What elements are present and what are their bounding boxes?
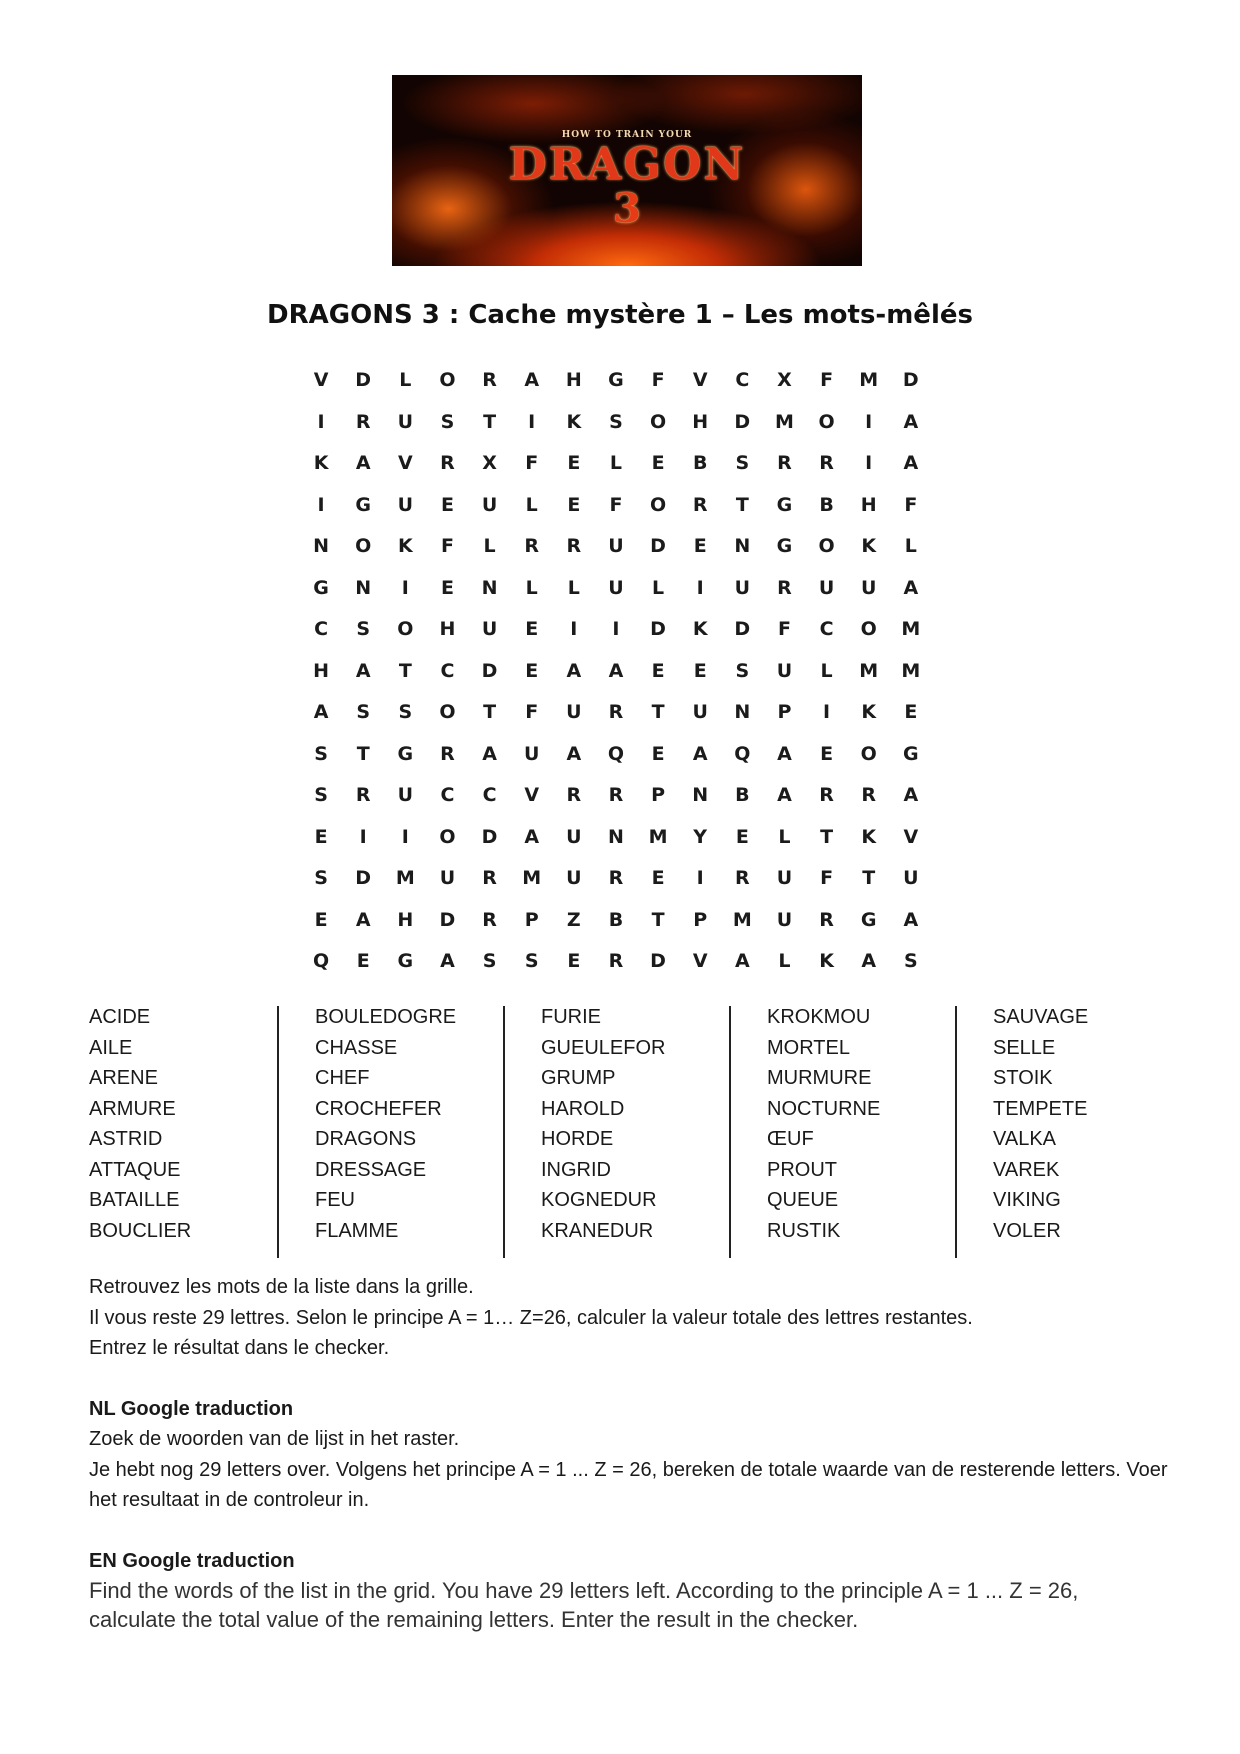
grid-letter: U <box>692 701 708 723</box>
grid-letter: K <box>861 701 877 723</box>
grid-letter: S <box>356 618 371 640</box>
grid-letter: L <box>778 825 791 848</box>
grid-letter: L <box>820 659 833 682</box>
word-list-column-3 <box>541 1002 751 1246</box>
grid-letter: D <box>481 825 498 848</box>
grid-letter: K <box>313 452 329 474</box>
word-list-item: VALKA <box>993 1128 1056 1150</box>
grid-letter: P <box>777 701 792 723</box>
grid-letter: I <box>401 576 409 599</box>
grid-letter: D <box>650 535 666 557</box>
word-list-column-4 <box>767 1002 977 1246</box>
grid-letter: L <box>483 535 496 557</box>
grid-letter: A <box>861 950 877 972</box>
grid-letter: I <box>359 825 367 848</box>
word-list-item: STOIK <box>993 1067 1053 1089</box>
grid-letter: O <box>860 742 877 765</box>
grid-letter: E <box>525 618 539 640</box>
grid-letter: E <box>904 701 918 723</box>
grid-letter: F <box>440 535 454 557</box>
grid-letter: I <box>317 493 325 516</box>
grid-letter: V <box>313 369 329 391</box>
word-list-item: ŒUF <box>767 1128 814 1150</box>
grid-letter: A <box>313 701 329 723</box>
grid-letter: D <box>439 908 456 931</box>
grid-letter: R <box>608 950 624 972</box>
grid-letter: E <box>440 576 454 599</box>
grid-letter: E <box>440 493 454 516</box>
grid-letter: O <box>818 535 835 557</box>
word-list-item: DRAGONS <box>315 1128 417 1150</box>
word-list-item: GRUMP <box>541 1067 616 1089</box>
grid-letter: R <box>482 369 497 391</box>
word-list-item: DRESSAGE <box>315 1158 427 1181</box>
word-list-item: FURIE <box>541 1006 601 1028</box>
word-list-item: MURMURE <box>767 1067 872 1089</box>
grid-letter: T <box>483 701 497 723</box>
grid-letter: U <box>608 576 624 599</box>
word-list-item: ARMURE <box>89 1097 176 1120</box>
word-search-grid <box>300 360 936 983</box>
grid-letter: M <box>901 659 921 682</box>
grid-letter: T <box>862 867 876 889</box>
en-text: Find the words of the list in the grid. You have 29 letters left. According to the principle A = 1 ... Z = 26, calculate the total value of the remaining letters. Enter the result in the checker. <box>89 1578 1079 1632</box>
grid-letter: B <box>692 452 708 474</box>
grid-letter: U <box>397 410 414 433</box>
grid-letter: V <box>692 369 708 391</box>
grid-letter: R <box>608 701 624 723</box>
grid-letter: U <box>566 701 582 723</box>
word-list-item: HORDE <box>541 1128 614 1150</box>
grid-letter: S <box>735 452 750 474</box>
word-list-item: NOCTURNE <box>767 1097 881 1120</box>
grid-letter: K <box>819 950 834 972</box>
column-divider <box>955 1006 957 1258</box>
grid-letter: A <box>903 908 919 931</box>
grid-letter: A <box>903 410 919 433</box>
grid-letter: U <box>439 867 456 889</box>
grid-letter: S <box>482 950 497 972</box>
grid-letter: I <box>865 452 873 474</box>
grid-letter: R <box>482 908 497 931</box>
grid-letter: C <box>482 784 497 806</box>
grid-letter: O <box>397 618 414 640</box>
grid-letter: V <box>397 452 413 474</box>
grid-letter: U <box>566 825 582 848</box>
column-divider <box>277 1006 279 1258</box>
grid-letter: I <box>401 825 409 848</box>
grid-letter: R <box>819 452 834 474</box>
banner-subtitle: HOW TO TRAIN YOUR <box>561 130 693 140</box>
grid-letter: A <box>355 908 371 931</box>
grid-letter: S <box>356 701 371 723</box>
grid-letter: F <box>820 867 834 889</box>
grid-letter: E <box>314 825 328 848</box>
grid-letter: E <box>314 908 328 931</box>
grid-letter: G <box>397 742 414 765</box>
word-list-item: KRANEDUR <box>541 1219 654 1242</box>
grid-letter: E <box>693 659 707 682</box>
grid-letter: D <box>650 618 666 640</box>
grid-letter: R <box>524 535 539 557</box>
grid-letter: G <box>313 576 329 599</box>
grid-letter: A <box>903 576 919 599</box>
nl-line-2: Je hebt nog 29 letters over. Volgens het principe A = 1 ... Z = 26, bereken de totale waarde van de resterende letters. Voer het resultaat in de controleur in. <box>89 1458 1168 1511</box>
grid-letter: Q <box>607 742 625 765</box>
grid-letter: M <box>901 618 921 640</box>
grid-letter: T <box>651 908 665 931</box>
banner-logo-text: DRAGON <box>508 139 746 190</box>
grid-letter: G <box>608 369 624 391</box>
grid-letter: U <box>523 742 540 765</box>
grid-letter: N <box>692 784 709 806</box>
grid-letter: C <box>735 369 750 391</box>
instructions <box>89 1272 1169 1634</box>
grid-letter: R <box>355 410 371 433</box>
word-list-item: VOLER <box>993 1219 1061 1242</box>
grid-letter: C <box>314 618 329 640</box>
grid-letter: E <box>525 659 539 682</box>
word-list-item: ARENE <box>89 1067 158 1089</box>
grid-letter: A <box>355 659 371 682</box>
grid-letter: G <box>397 950 414 972</box>
grid-letter: Y <box>693 825 708 848</box>
grid-letter: S <box>903 950 918 972</box>
grid-letter: O <box>649 410 667 433</box>
grid-letter: X <box>777 369 792 391</box>
column-divider <box>503 1006 505 1258</box>
grid-letter: H <box>397 908 414 931</box>
grid-letter: R <box>440 452 455 474</box>
grid-letter: M <box>732 908 752 931</box>
grid-letter: G <box>860 908 877 931</box>
grid-letter: H <box>565 369 582 391</box>
grid-letter: E <box>735 825 749 848</box>
grid-letter: I <box>865 410 873 433</box>
grid-letter: E <box>820 742 834 765</box>
word-list-column-2 <box>315 1002 525 1246</box>
grid-letter: O <box>439 825 456 848</box>
grid-letter: P <box>693 908 708 931</box>
word-list-item: KOGNEDUR <box>541 1189 657 1211</box>
grid-letter: R <box>819 908 834 931</box>
grid-letter: I <box>570 618 578 640</box>
grid-letter: T <box>735 493 749 516</box>
word-list-item: BOULEDOGRE <box>315 1006 457 1028</box>
grid-letter: R <box>734 867 750 889</box>
grid-letter: S <box>524 950 539 972</box>
grid-letter: U <box>734 576 751 599</box>
grid-letter: M <box>648 825 668 848</box>
grid-letter: L <box>652 576 665 599</box>
grid-letter: R <box>355 784 371 806</box>
word-list-column-5 <box>993 1002 1203 1246</box>
grid-letter: B <box>608 908 624 931</box>
grid-letter: B <box>735 784 750 806</box>
grid-letter: O <box>355 535 372 557</box>
movie-banner <box>392 75 862 266</box>
word-list <box>89 1002 1151 1258</box>
word-list-item: SAUVAGE <box>993 1006 1089 1028</box>
grid-letter: H <box>860 493 877 516</box>
grid-letter: I <box>317 410 325 433</box>
grid-letter: N <box>607 825 624 848</box>
grid-letter: X <box>482 452 497 474</box>
grid-letter: S <box>314 742 328 765</box>
grid-letter: A <box>608 659 624 682</box>
grid-letter: U <box>397 493 414 516</box>
word-list-item: MORTEL <box>767 1036 850 1059</box>
word-list-item: PROUT <box>767 1158 837 1181</box>
grid-letter: S <box>609 410 623 433</box>
grid-letter: F <box>904 493 918 516</box>
grid-letter: L <box>609 452 622 474</box>
grid-letter: P <box>651 784 666 806</box>
grid-letter: N <box>734 701 751 723</box>
grid-letter: T <box>398 659 412 682</box>
grid-letter: R <box>861 784 876 806</box>
grid-letter: E <box>651 659 665 682</box>
grid-letter: Q <box>734 742 751 765</box>
grid-letter: U <box>860 576 877 599</box>
grid-letter: V <box>903 825 919 848</box>
nl-heading: NL Google traduction <box>89 1397 294 1420</box>
grid-letter: I <box>528 410 536 433</box>
grid-letter: O <box>860 618 877 640</box>
instruction-fr-3: Entrez le résultat dans le checker. <box>89 1337 390 1359</box>
grid-letter: D <box>902 369 919 391</box>
grid-letter: V <box>524 784 540 806</box>
grid-letter: G <box>776 493 793 516</box>
grid-letter: I <box>612 618 620 640</box>
grid-letter: F <box>651 369 665 391</box>
grid-letter: F <box>820 369 834 391</box>
grid-letter: A <box>440 950 455 972</box>
grid-letter: A <box>524 825 540 848</box>
grid-letter: R <box>777 576 792 599</box>
grid-letter: E <box>567 452 581 474</box>
grid-letter: E <box>693 535 707 557</box>
grid-letter: A <box>903 784 919 806</box>
grid-letter: C <box>819 618 834 640</box>
grid-letter: R <box>482 867 497 889</box>
grid-letter: K <box>397 535 413 557</box>
grid-letter: R <box>440 742 455 765</box>
grid-letter: S <box>314 867 328 889</box>
grid-letter: R <box>608 784 624 806</box>
grid-letter: K <box>861 535 877 557</box>
grid-letter: M <box>859 659 879 682</box>
grid-letter: Z <box>566 908 581 931</box>
grid-letter: B <box>819 493 834 516</box>
grid-letter: C <box>440 784 455 806</box>
grid-letter: R <box>566 784 582 806</box>
grid-letter: A <box>566 742 582 765</box>
word-list-item: CHEF <box>315 1067 370 1089</box>
page-title: DRAGONS 3 : Cache mystère 1 – Les mots-mêlés <box>267 300 973 330</box>
word-list-item: CROCHEFER <box>315 1097 442 1120</box>
grid-letter: N <box>481 576 498 599</box>
grid-letter: M <box>395 867 415 889</box>
grid-letter: V <box>692 950 708 972</box>
word-list-item: VAREK <box>993 1158 1060 1181</box>
grid-letter: F <box>777 618 791 640</box>
grid-letter: S <box>440 410 455 433</box>
grid-letter: H <box>439 618 456 640</box>
grid-letter: I <box>696 867 704 889</box>
banner-logo-number: 3 <box>613 185 641 232</box>
grid-letter: I <box>696 576 704 599</box>
grid-letter: U <box>776 867 793 889</box>
grid-letter: U <box>776 659 793 682</box>
grid-letter: U <box>608 535 624 557</box>
grid-letter: U <box>397 784 414 806</box>
grid-letter: O <box>439 369 456 391</box>
word-list-item: QUEUE <box>767 1189 839 1211</box>
word-list-item: CHASSE <box>315 1036 398 1059</box>
grid-letter: M <box>522 867 542 889</box>
grid-letter: R <box>692 493 708 516</box>
grid-letter: S <box>398 701 413 723</box>
grid-letter: A <box>734 950 750 972</box>
grid-letter: H <box>313 659 330 682</box>
grid-letter: N <box>355 576 372 599</box>
grid-letter: M <box>859 369 879 391</box>
grid-letter: E <box>567 493 581 516</box>
word-list-item: FLAMME <box>315 1219 399 1242</box>
grid-letter: N <box>313 535 330 557</box>
grid-letter: O <box>439 701 456 723</box>
grid-letter: A <box>903 452 919 474</box>
grid-letter: D <box>734 618 751 640</box>
grid-letter: T <box>356 742 370 765</box>
grid-letter: D <box>650 950 666 972</box>
grid-letter: M <box>774 410 794 433</box>
grid-letter: P <box>524 908 539 931</box>
grid-letter: T <box>483 410 497 433</box>
column-divider <box>729 1006 731 1258</box>
grid-letter: R <box>566 535 582 557</box>
word-list-item: TEMPETE <box>993 1097 1088 1120</box>
grid-letter: G <box>776 535 793 557</box>
nl-line-1: Zoek de woorden van de lijst in het raster. <box>89 1428 460 1450</box>
grid-letter: R <box>819 784 834 806</box>
grid-letter: A <box>482 742 497 765</box>
grid-letter: O <box>818 410 835 433</box>
word-list-item: INGRID <box>541 1158 611 1181</box>
word-list-item: HAROLD <box>541 1097 625 1120</box>
grid-letter: E <box>651 742 665 765</box>
grid-letter: G <box>355 493 371 516</box>
grid-letter: R <box>608 867 624 889</box>
grid-letter: D <box>355 369 372 391</box>
grid-letter: A <box>355 452 371 474</box>
grid-letter: U <box>903 867 919 889</box>
grid-letter: D <box>734 410 751 433</box>
grid-letter: A <box>777 742 792 765</box>
grid-letter: U <box>818 576 835 599</box>
word-list-item: VIKING <box>993 1189 1061 1211</box>
grid-letter: H <box>692 410 709 433</box>
grid-letter: E <box>651 452 665 474</box>
grid-letter: S <box>314 784 328 806</box>
grid-letter: D <box>481 659 498 682</box>
grid-letter: S <box>735 659 750 682</box>
grid-letter: C <box>440 659 455 682</box>
word-list-item: ASTRID <box>89 1128 163 1150</box>
grid-letter: R <box>777 452 792 474</box>
grid-letter: L <box>904 535 917 557</box>
word-list-item: GUEULEFOR <box>541 1036 666 1059</box>
instruction-fr-1: Retrouvez les mots de la liste dans la grille. <box>89 1276 474 1298</box>
grid-letter: L <box>525 493 538 516</box>
grid-letter: Q <box>312 950 330 972</box>
grid-letter: N <box>734 535 751 557</box>
grid-letter: A <box>566 659 582 682</box>
grid-letter: U <box>481 618 498 640</box>
grid-letter: F <box>609 493 623 516</box>
grid-letter: L <box>567 576 580 599</box>
grid-letter: A <box>777 784 792 806</box>
grid-letter: A <box>524 369 540 391</box>
grid-letter: U <box>776 908 793 931</box>
grid-letter: A <box>692 742 708 765</box>
grid-letter: K <box>692 618 708 640</box>
en-heading: EN Google traduction <box>89 1549 295 1572</box>
word-list-column-1 <box>89 1002 299 1246</box>
word-list-item: BOUCLIER <box>89 1219 192 1242</box>
instruction-fr-2: Il vous reste 29 lettres. Selon le principe A = 1… Z=26, calculer la valeur totale des lettres restantes. <box>89 1306 973 1329</box>
grid-letter: T <box>651 701 665 723</box>
grid-letter: U <box>566 867 582 889</box>
word-list-item: RUSTIK <box>767 1219 841 1242</box>
grid-letter: D <box>355 867 372 889</box>
grid-letter: T <box>820 825 834 848</box>
word-list-item: KROKMOU <box>767 1006 871 1028</box>
word-list-item: BATAILLE <box>89 1189 180 1211</box>
grid-letter: F <box>525 701 539 723</box>
word-list-item: AILE <box>89 1036 133 1059</box>
grid-letter: L <box>778 950 791 972</box>
grid-letter: K <box>566 410 582 433</box>
word-list-item: ATTAQUE <box>89 1158 181 1181</box>
word-list-item: ACIDE <box>89 1006 151 1028</box>
grid-letter: U <box>481 493 498 516</box>
grid-letter: L <box>399 369 412 391</box>
grid-letter: E <box>651 867 665 889</box>
grid-letter: G <box>903 742 919 765</box>
grid-letter: E <box>567 950 581 972</box>
grid-letter: L <box>525 576 538 599</box>
word-list-item: SELLE <box>993 1036 1056 1059</box>
grid-letter: K <box>861 825 877 848</box>
word-list-item: FEU <box>315 1189 355 1211</box>
grid-letter: F <box>525 452 539 474</box>
grid-letter: E <box>356 950 370 972</box>
grid-letter: I <box>823 701 831 723</box>
grid-letter: O <box>649 493 667 516</box>
